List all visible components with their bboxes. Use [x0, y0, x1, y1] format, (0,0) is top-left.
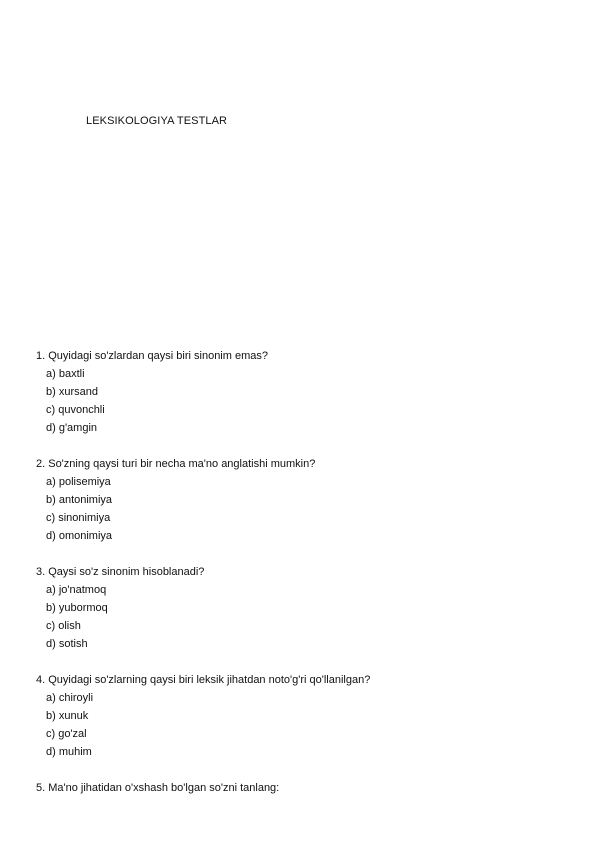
answer-option: b) antonimiya: [46, 494, 113, 506]
question-1: [36, 347, 576, 437]
question-text: 5. Ma'no jihatidan o'xshash bo'lgan so'zni tanlang:: [36, 782, 280, 794]
question-list: [36, 347, 576, 815]
answer-option: d) g'amgin: [46, 422, 98, 434]
answer-option: b) xunuk: [46, 710, 89, 722]
question-3: [36, 563, 576, 653]
answer-option: a) chiroyli: [46, 692, 94, 704]
question-text: 4. Quyidagi so'zlarning qaysi biri leksik jihatdan noto'g'ri qo'llanilgan?: [36, 674, 371, 686]
question-text: 1. Quyidagi so'zlardan qaysi biri sinonim emas?: [36, 350, 268, 362]
answer-option: b) yubormoq: [46, 602, 108, 614]
answer-option: d) muhim: [46, 746, 92, 758]
question-text: 3. Qaysi so'z sinonim hisoblanadi?: [36, 566, 205, 578]
question-4: [36, 671, 576, 761]
answer-option: a) jo'natmoq: [46, 584, 107, 596]
answer-option: c) quvonchli: [46, 404, 105, 416]
answer-option: a) polisemiya: [46, 476, 111, 488]
answer-option: c) olish: [46, 620, 81, 632]
question-5: [36, 779, 576, 797]
question-2: [36, 455, 576, 545]
answer-option: c) go'zal: [46, 728, 87, 740]
answer-option: c) sinonimiya: [46, 512, 111, 524]
answer-option: a) baxtli: [46, 368, 85, 380]
document-title: LEKSIKOLOGIYA TESTLAR: [86, 115, 228, 127]
answer-option: d) sotish: [46, 638, 88, 650]
answer-option: d) omonimiya: [46, 530, 113, 542]
answer-option: b) xursand: [46, 386, 98, 398]
question-text: 2. So'zning qaysi turi bir necha ma'no anglatishi mumkin?: [36, 458, 316, 470]
